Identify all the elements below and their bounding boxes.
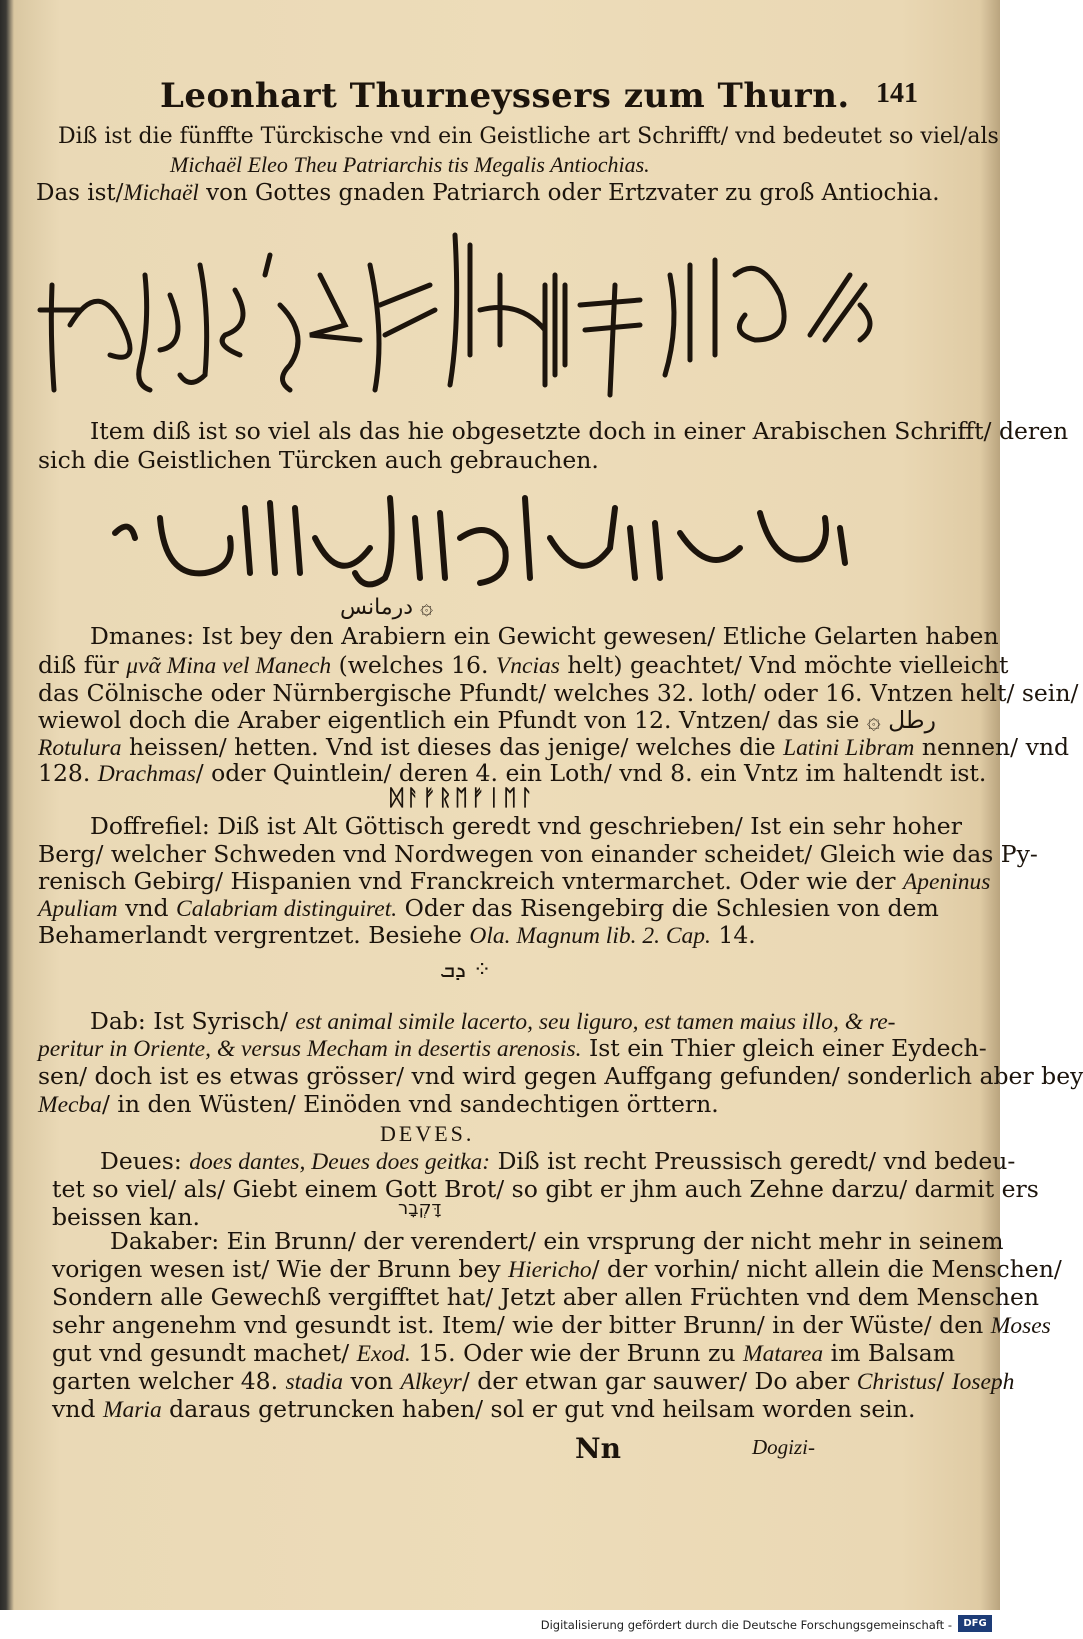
intro-line-1: Diß ist die fünffte Türckische vnd ein Geistliche art Schrifft/ vnd bedeutet so viel/als [58,124,999,149]
deues-line-2: tet so viel/ als/ Giebt einem Gott Brot/ so gibt er jhm auch Zehne darzu/ darmit ers [52,1175,1039,1203]
doffrefiel-line-1: Doffrefiel: Diß ist Alt Göttisch geredt vnd geschrieben/ Ist ein sehr hoher [90,812,962,840]
dakaber-line-3: Sondern alle Gewechß vergifftet hat/ Jetzt aber allen Früchten vnd dem Menschen [52,1283,1040,1311]
item-line-1: Item diß ist so viel als das hie obgesetzte doch in einer Arabischen Schrifft/ deren [90,417,1069,445]
deves-heading: DEVES. [380,1121,475,1146]
dmanes-arabic-heading: درمانس ۞ [340,595,433,620]
dmanes-line-4: wiewol doch die Araber eigentlich ein Pfundt von 12. Vntzen/ das sie ۞ رطل [38,706,936,734]
deues-line-3: beissen kan. [52,1203,200,1231]
page-number: 141 [876,78,918,109]
catchword: Dogizi- [752,1435,815,1459]
dmanes-line-6: 128. Drachmas/ oder Quintlein/ deren 4. ein Loth/ vnd 8. ein Vntz im haltendt ist. [38,759,987,787]
dakaber-line-5: gut vnd gesundt machet/ Exod. 15. Oder wie der Brunn zu Matarea im Balsam [52,1339,955,1367]
arabic-calligraphy-glyphs [110,478,850,608]
intro-line-3: Das ist/Michaël von Gottes gnaden Patriarch oder Ertzvater zu groß Antiochia. [36,180,940,206]
hebrew-word: דָּקְבָר [398,1198,442,1219]
dab-line-4: Mecba/ in den Wüsten/ Einöden vnd sandechtigen örttern. [38,1090,719,1118]
dab-line-3: sen/ doch ist es etwas grösser/ vnd wird gegen Auffgang gefunden/ sonderlich aber bey [38,1062,1083,1090]
dakaber-line-4: sehr angenehm vnd gesundt ist. Item/ wie der bitter Brunn/ in der Wüste/ den Moses [52,1311,1051,1339]
page-header [160,76,960,120]
doffrefiel-line-3: renisch Gebirg/ Hispanien vnd Franckreich vntermarchet. Oder wie der Apeninus [38,867,991,895]
doffrefiel-line-2: Berg/ welcher Schweden vnd Nordwegen von einander scheidet/ Gleich wie das Py- [38,840,1038,868]
signature-mark: Nn [575,1432,621,1465]
funding-credit: Digitalisierung gefördert durch die Deutsche Forschungsgemeinschaft - [540,1618,952,1632]
dakaber-line-2: vorigen wesen ist/ Wie der Brunn bey Hiericho/ der vorhin/ nicht allein die Menschen/ [52,1255,1062,1283]
item-line-2: sich die Geistlichen Türcken auch gebrauchen. [38,446,599,474]
syriac-heading: ܕܒ ⁘ [440,958,492,983]
gothic-heading: ᛞᚨᚠᚱᛖᚠᛁᛖᛚ [390,786,536,811]
dmanes-line-1: Dmanes: Ist bey den Arabiern ein Gewicht gewesen/ Etliche Gelarten haben [90,622,999,650]
dmanes-line-5: Rotulura heissen/ hetten. Vnd ist dieses das jenige/ welches die Latini Libram nennen/ vnd [38,733,1070,761]
dakaber-line-7: vnd Maria daraus getruncken haben/ sol er gut vnd heilsam worden sein. [52,1395,916,1423]
calligraphy-script-glyphs [40,215,960,405]
viewer-footer [0,1610,1000,1639]
intro-line-2: Michaël Eleo Theu Patriarchis tis Megalis Antiochias. [170,152,650,177]
dakaber-line-6: garten welcher 48. stadia von Alkeyr/ der etwan gar sauwer/ Do aber Christus/ Ioseph [52,1367,1015,1395]
dab-line-1: Dab: Ist Syrisch/ est animal simile lacerto, seu liguro, est tamen maius illo, & re- [90,1007,896,1035]
doffrefiel-line-4: Apuliam vnd Calabriam distinguiret. Oder das Risengebirg die Schlesien von dem [38,894,939,922]
dfg-logo[interactable]: DFG [958,1615,992,1632]
dab-line-2: peritur in Oriente, & versus Mecham in desertis arenosis. Ist ein Thier gleich einer Eydech- [38,1034,987,1062]
doffrefiel-line-5: Behamerlandt vergrentzet. Besiehe Ola. Magnum lib. 2. Cap. 14. [38,921,756,949]
deues-line-1: Deues: does dantes, Deues does geitka: Diß ist recht Preussisch geredt/ vnd bedeu- [100,1147,1016,1175]
dmanes-line-3: das Cölnische oder Nürnbergische Pfundt/ welches 32. loth/ oder 16. Vntzen helt/ sein/ [38,679,1079,707]
dakaber-line-1: Dakaber: Ein Brunn/ der verendert/ ein vrsprung der nicht mehr in seinem [110,1227,1004,1255]
arabic-script-image [110,478,850,608]
dmanes-line-2: diß für μνᾶ Mina vel Manech (welches 16. Vncias helt) geachtet/ Vnd möchte vielleicht [38,651,1009,679]
turkish-ecclesiastical-script-image [40,215,960,405]
running-head: Leonhart Thurneyssers zum Thurn. [160,76,850,116]
